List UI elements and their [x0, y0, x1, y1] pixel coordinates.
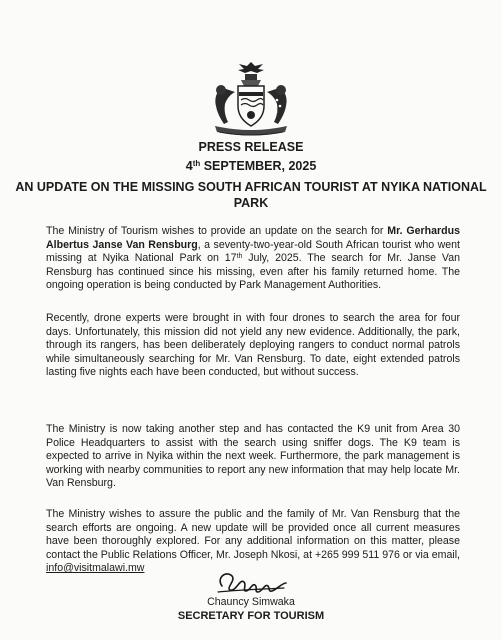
paragraph-text: July, 2025. The search for Mr. Janse Van Rensburg has continued since his missing, even after his family returned home. The ongoing operation is being conducted by Park Management Authorities.	[46, 252, 460, 291]
release-subject: AN UPDATE ON THE MISSING SOUTH AFRICAN TOURIST AT NYIKA NATIONAL PARK	[15, 180, 487, 210]
date-month-year: SEPTEMBER, 2025	[200, 159, 317, 173]
release-date	[0, 158, 502, 174]
press-release-heading: PRESS RELEASE	[198, 140, 304, 154]
date-suffix: th	[192, 159, 201, 168]
tourist-name: Mr. Gerhardus Albertus Janse Van Rensburg	[46, 225, 460, 251]
paragraph-k9-unit: The Ministry is now taking another step and has contacted the K9 unit from Area 30 Police Headquarters to assist with the search using sniffer dogs. The K9 team is expected to arrive in Nyika within the next week. Furthermore, the park management is working with nearby communities to report any new information that may help locate Mr. Van Rensburg.	[46, 423, 460, 489]
signatory-name: Chauncy Simwaka	[207, 596, 295, 608]
date-day: 4	[185, 159, 193, 173]
email-link[interactable]: info@visitmalawi.mw	[46, 562, 145, 574]
paragraph-drone-search: Recently, drone experts were brought in with four drones to search the area for four days. Unfortunately, this mission did not yield any new evidence. Additionally, the park, through its rangers, has been deliberately deploying rangers to conduct normal patrols while simultaneously searching for Mr. Van Rensburg. To date, eight extended patrols lasting five nights each have been conducted, but without success.	[46, 312, 460, 378]
paragraph-text: The Ministry of Tourism wishes to provide an update on the search for	[46, 225, 388, 237]
paragraph-search-update	[46, 225, 460, 293]
malawi-coat-of-arms-icon	[205, 60, 297, 140]
paragraph-text: The Ministry wishes to assure the public and the family of Mr. Van Rensburg that the search efforts are ongoing. A new update will be provided once all current measures have been thoroughly explored. For any additional information on this matter, please contact the Public Relations Officer, Mr. Joseph Nkosi, at +265 999 511 976 or via email,	[46, 508, 460, 561]
paragraph-text: , a seventy-two-year-old South African tourist who went missing at Nyika National Park on 17	[46, 238, 461, 264]
handwritten-signature-icon	[200, 566, 300, 600]
signatory-title: SECRETARY FOR TOURISM	[177, 610, 325, 622]
date-suffix: th	[236, 253, 243, 260]
